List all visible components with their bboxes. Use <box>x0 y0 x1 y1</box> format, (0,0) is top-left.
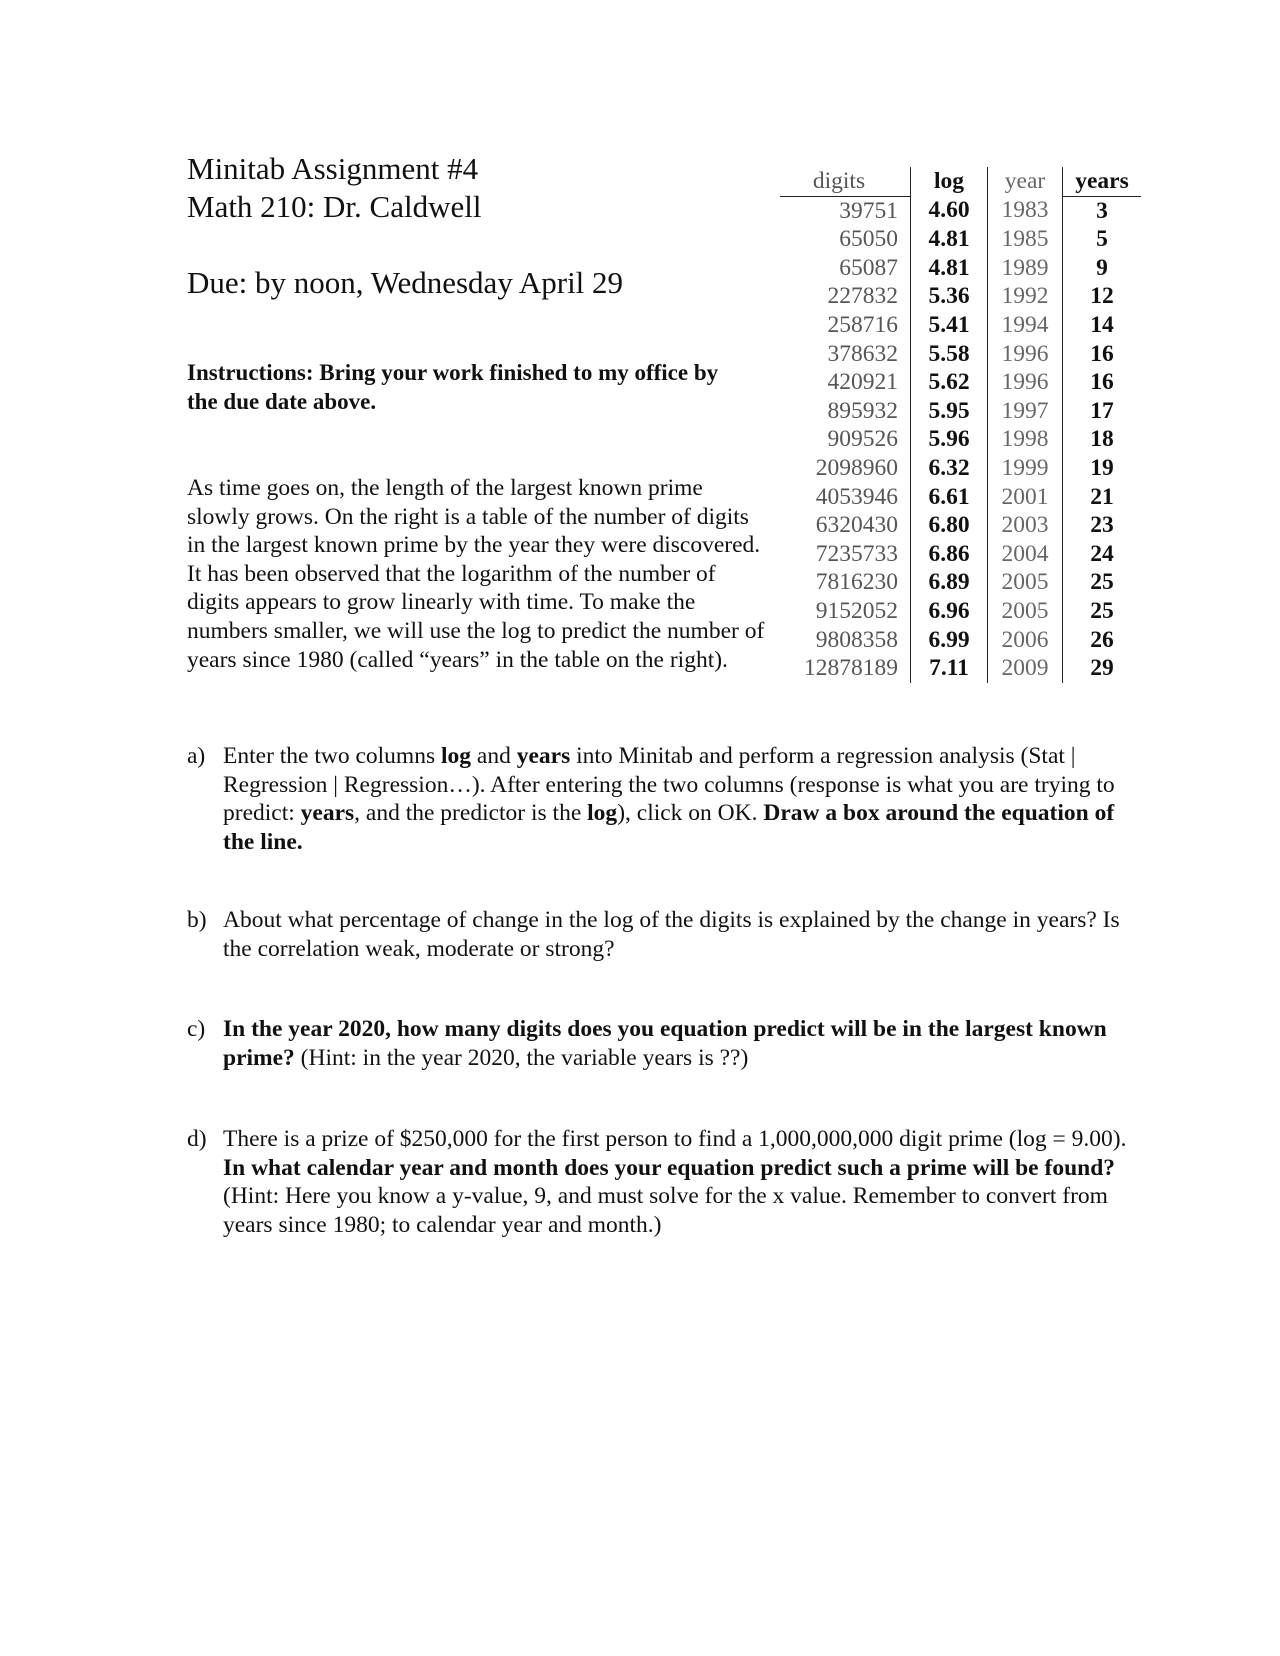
cell-log: 6.86 <box>911 540 988 569</box>
table-row <box>780 340 1141 369</box>
header-years: years <box>1063 167 1142 196</box>
cell-digits: 7816230 <box>780 568 911 597</box>
cell-log: 6.32 <box>911 454 988 483</box>
table-row <box>780 254 1141 283</box>
cell-digits: 9808358 <box>780 626 911 655</box>
table-header-row <box>780 167 1141 196</box>
cell-years: 21 <box>1090 483 1114 510</box>
table-row <box>780 311 1141 340</box>
cell-years: 14 <box>1090 311 1114 338</box>
table-row <box>780 282 1141 311</box>
cell-years: 19 <box>1090 454 1114 481</box>
table-row <box>780 425 1141 454</box>
cell-log: 6.99 <box>911 626 988 655</box>
cell-digits: 420921 <box>780 368 911 397</box>
header-digits: digits <box>780 167 911 196</box>
table-row <box>780 654 1141 683</box>
cell-year: 1996 <box>988 368 1063 397</box>
cell-log: 4.81 <box>911 254 988 283</box>
cell-digits: 909526 <box>780 425 911 454</box>
table-body <box>780 196 1141 683</box>
header-log: log <box>911 167 988 196</box>
cell-year: 1983 <box>988 196 1063 225</box>
question-a-text: Enter the two columns log and years into Minitab and perform a regression analysis (Stat | Regression | Regression…). After entering the two columns (response is what you are trying to predict: years, and the predictor is the log), click on OK. Draw a box around the equation of the line. <box>223 743 1115 855</box>
table-row <box>780 597 1141 626</box>
cell-year: 2005 <box>988 568 1063 597</box>
cell-digits: 6320430 <box>780 511 911 540</box>
cell-years: 26 <box>1090 626 1114 653</box>
cell-years: 25 <box>1090 597 1114 624</box>
question-b <box>187 906 1127 963</box>
cell-years: 25 <box>1090 569 1114 596</box>
prime-data-table <box>780 167 1141 683</box>
title-line-2: Math 210: Dr. Caldwell <box>187 189 482 224</box>
cell-years: 3 <box>1096 197 1108 224</box>
cell-log: 5.58 <box>911 340 988 369</box>
table-row <box>780 540 1141 569</box>
cell-log: 4.81 <box>911 225 988 254</box>
cell-years: 5 <box>1096 226 1108 253</box>
cell-years: 18 <box>1090 426 1114 453</box>
question-c <box>187 1015 1127 1072</box>
cell-digits: 7235733 <box>780 540 911 569</box>
cell-year: 1997 <box>988 397 1063 426</box>
cell-log: 5.41 <box>911 311 988 340</box>
table-row <box>780 483 1141 512</box>
cell-log: 6.96 <box>911 597 988 626</box>
cell-year: 1989 <box>988 254 1063 283</box>
cell-digits: 65087 <box>780 254 911 283</box>
question-b-text: About what percentage of change in the log of the digits is explained by the change in years? Is the correlation weak, moderate or strong? <box>223 907 1120 962</box>
cell-years: 16 <box>1090 340 1114 367</box>
cell-log: 6.80 <box>911 511 988 540</box>
cell-year: 1994 <box>988 311 1063 340</box>
cell-year: 1996 <box>988 340 1063 369</box>
table-row <box>780 626 1141 655</box>
cell-digits: 65050 <box>780 225 911 254</box>
question-c-text: In the year 2020, how many digits does you equation predict will be in the largest known prime? (Hint: in the year 2020, the variable years is ??) <box>223 1016 1107 1071</box>
table-row <box>780 568 1141 597</box>
question-a <box>187 742 1127 856</box>
question-d-text: There is a prize of $250,000 for the first person to find a 1,000,000,000 digit prime (log = 9.00). In what calendar year and month does your equation predict such a prime will be found? (Hint: Here you know a y-value, 9, and must solve for the x value. Remember to convert from years since 1980; to calendar year and month.) <box>223 1126 1127 1238</box>
cell-years: 23 <box>1090 512 1114 539</box>
cell-digits: 258716 <box>780 311 911 340</box>
title-line-1: Minitab Assignment #4 <box>187 151 479 186</box>
cell-digits: 12878189 <box>780 654 911 683</box>
cell-year: 1999 <box>988 454 1063 483</box>
table-row <box>780 196 1141 225</box>
table-row <box>780 454 1141 483</box>
cell-years: 17 <box>1090 397 1114 424</box>
cell-log: 5.96 <box>911 425 988 454</box>
table-row <box>780 368 1141 397</box>
due-date: Due: by noon, Wednesday April 29 <box>187 265 624 300</box>
instructions: Instructions: Bring your work finished to my office by the due date above. <box>187 360 719 414</box>
cell-year: 1992 <box>988 282 1063 311</box>
cell-digits: 227832 <box>780 282 911 311</box>
cell-year: 2003 <box>988 511 1063 540</box>
question-b-label: b) <box>187 907 207 933</box>
cell-year: 1998 <box>988 425 1063 454</box>
question-c-label: c) <box>187 1016 206 1042</box>
document-title <box>187 150 481 226</box>
question-d-label: d) <box>187 1126 207 1152</box>
cell-year: 2005 <box>988 597 1063 626</box>
header-year: year <box>988 167 1063 196</box>
cell-log: 6.89 <box>911 568 988 597</box>
cell-log: 5.36 <box>911 282 988 311</box>
cell-digits: 39751 <box>780 196 911 225</box>
table-row <box>780 225 1141 254</box>
cell-digits: 895932 <box>780 397 911 426</box>
cell-year: 1985 <box>988 225 1063 254</box>
cell-years: 24 <box>1090 540 1114 567</box>
cell-year: 2009 <box>988 654 1063 683</box>
cell-log: 5.62 <box>911 368 988 397</box>
cell-years: 12 <box>1090 283 1114 310</box>
cell-year: 2006 <box>988 626 1063 655</box>
cell-digits: 2098960 <box>780 454 911 483</box>
cell-year: 2004 <box>988 540 1063 569</box>
table-row <box>780 397 1141 426</box>
cell-log: 5.95 <box>911 397 988 426</box>
question-d <box>187 1125 1127 1239</box>
cell-log: 7.11 <box>911 654 988 683</box>
cell-digits: 9152052 <box>780 597 911 626</box>
cell-log: 4.60 <box>911 196 988 225</box>
cell-log: 6.61 <box>911 483 988 512</box>
cell-digits: 4053946 <box>780 483 911 512</box>
cell-years: 9 <box>1096 254 1108 281</box>
question-a-label: a) <box>187 743 206 769</box>
intro-paragraph: As time goes on, the length of the largest known prime slowly grows. On the right is a table of the number of digits in the largest known prime by the year they were discovered. It has been observed that the logarithm of the number of digits appears to grow linearly with time. To make the numbers smaller, we will use the log to predict the number of years since 1980 (called “years” in the table on the right). <box>187 475 765 673</box>
cell-year: 2001 <box>988 483 1063 512</box>
cell-digits: 378632 <box>780 340 911 369</box>
cell-years: 29 <box>1090 655 1114 682</box>
cell-years: 16 <box>1090 369 1114 396</box>
table-row <box>780 511 1141 540</box>
